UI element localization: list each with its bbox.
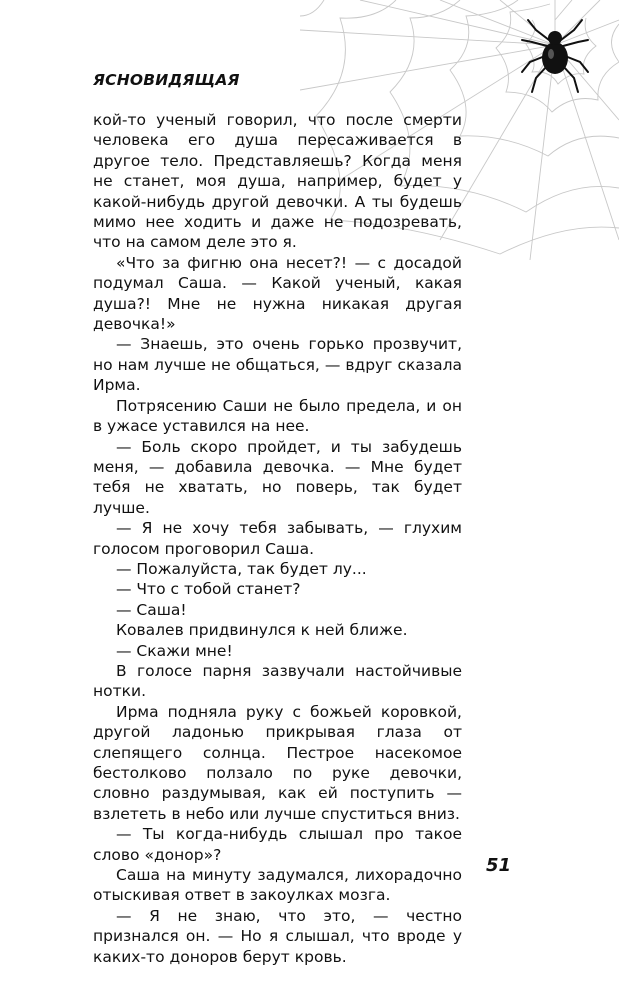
running-header: ЯСНОВИДЯЩАЯ [93,71,240,89]
paragraph: — Что с тобой станет? [116,580,301,599]
paragraph: — Я не знаю, что это, — честно признался он. — Но я слышал, что вроде у каких-то доноров берут кровь. [93,906,462,966]
body-text [93,110,462,967]
paragraph: Саша на минуту задумался, лихорадочно отыскивая ответ в закоулках мозга. [93,866,462,905]
page-number: 51 [486,855,512,876]
paragraph: «Что за фигню она несет?! — с досадой подумал Саша. — Какой ученый, какая душа?! Мне не нужна никакая другая девочка!» [93,253,462,334]
paragraph: Ирма подняла руку с божьей коровкой, другой ладонью прикрывая глаза от слепящего солнца. Пестрое насекомое бестолково ползало по руке девочки, словно раздумывая, как ей поступить — взлететь в небо или лучше спуститься вниз. [93,702,462,823]
paragraph: — Ты когда-нибудь слышал про такое слово «донор»? [93,825,462,864]
paragraph: кой-то ученый говорил, что после смерти человека его душа пересаживается в другое тело. Представляешь? Когда меня не станет, моя душа, например, будет у какой-нибудь другой девочки. А ты будешь мимо нее ходить и даже не подозревать, что на самом деле это я. [93,111,462,252]
paragraph: Ковалев придвинулся к ней ближе. [116,621,408,640]
paragraph: — Пожалуйста, так будет лу... [116,559,367,578]
paragraph: — Боль скоро пройдет, и ты забудешь меня, — добавила девочка. — Мне будет тебя не хватать, но поверь, так будет лучше. [93,437,462,517]
paragraph: — Скажи мне! [116,641,233,660]
paragraph: — Саша! [116,600,187,619]
paragraph: В голосе парня зазвучали настойчивые нотки. [93,661,462,701]
paragraph: Потрясению Саши не было предела, и он в ужасе уставился на нее. [93,396,462,436]
paragraph: — Знаешь, это очень горько прозвучит, но нам лучше не общаться, — вдруг сказала Ирма. [93,335,462,395]
paragraph: — Я не хочу тебя забывать, — глухим голосом проговорил Саша. [93,519,462,558]
